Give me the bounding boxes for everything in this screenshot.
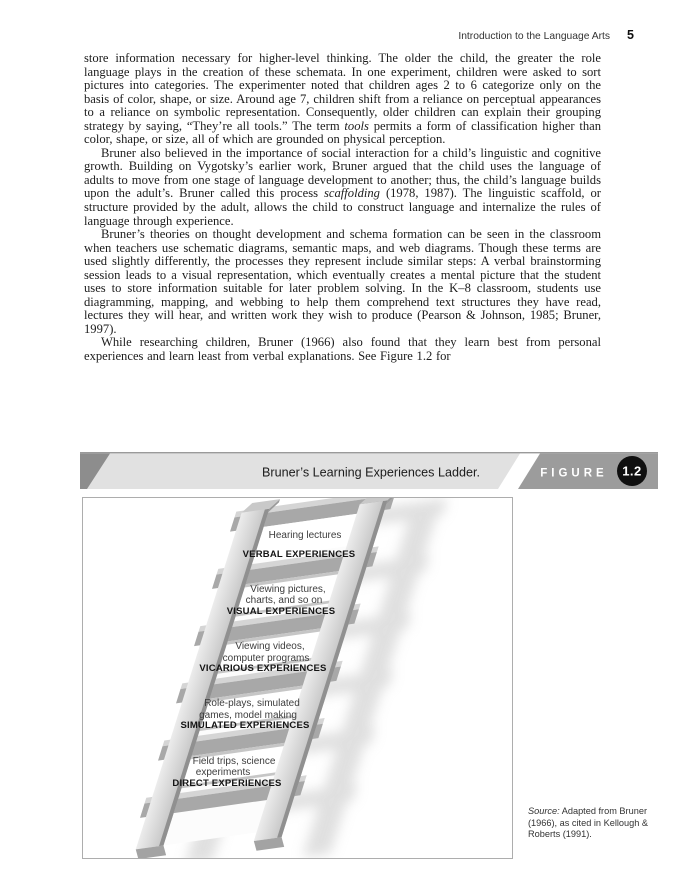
body-segment: store information necessary for higher-level thinking. The older the child, the greater the role language plays in the creation of these schemata. In one experiment, children were asked to sort pictures into categories. The experimenter noted that children ages 2 to 6 categorize only on the basis of color, shape, or size. Around age 7, children shift from a reliance on perceptual appearances to a reliance on symbolic representation. Consequently, older children can explain their grouping strategy by saying, “They’re all tools.” The term (84, 51, 601, 133)
step-desc-line: Viewing videos, (235, 641, 305, 652)
step-desc-line: charts, and so on (245, 595, 323, 606)
figure-title-bar (80, 452, 658, 489)
body-text (84, 52, 601, 364)
step-label: SIMULATED EXPERIENCES (180, 720, 310, 731)
figure-source (528, 806, 656, 841)
step-label: VICARIOUS EXPERIENCES (199, 663, 327, 674)
step-label: VISUAL EXPERIENCES (226, 606, 336, 617)
ladder-diagram (83, 498, 512, 858)
figure-bar-topline (80, 452, 658, 453)
figure-title: Bruner’s Learning Experiences Ladder. (262, 465, 480, 480)
paragraph-1 (84, 52, 601, 147)
paragraph-3: Bruner’s theories on thought development and schema formation can be seen in the classroom when teachers use schematic diagrams, semantic maps, and web diagrams. Though these terms are used slightly differently, the processes they represent include similar steps: A verbal brainstorming session leads to a visual representation, which eventually creates a mental picture that the student uses to store information suitable for later problem solving. In the K–8 classroom, students use diagramming, mapping, and webbing to help them comprehend text structures they have read, lectures they will hear, and written work they wish to produce (Pearson & Johnson, 1985; Bruner, 1997). (84, 227, 601, 336)
step-desc-line: games, model making (199, 710, 297, 721)
paragraph-4: While researching children, Bruner (1966) also found that they learn best from personal experiences and learn least from verbal explanations. See Figure 1.2 for (84, 335, 601, 364)
step-desc-line: Hearing lectures (268, 530, 342, 541)
source-label: Source: (528, 806, 560, 816)
italic-term: scaffolding (324, 186, 380, 201)
step-desc-line: computer programs (222, 653, 310, 664)
body-segment: Bruner also believed in the importance of social interaction for a child’s linguistic and cognitive growth. Building on Vygotsky’s earlier work, Bruner argued that the child uses the language of adults to move from one stage of language development to another; thus, the child’s language builds upon the adult’s. Bruner called this process (84, 145, 601, 201)
running-header (84, 28, 634, 42)
italic-term: tools (344, 118, 369, 133)
source-text: Adapted from Bruner (1966), as cited in Kellough & Roberts (1991). (528, 806, 649, 840)
body-segment: (1978, 1987). The linguistic scaffold, or structure provided by the adult, allows the child to construct language and internalize the rules of language through experience. (84, 186, 601, 228)
paragraph-2 (84, 147, 601, 228)
step-label: VERBAL EXPERIENCES (242, 549, 356, 560)
figure-number: 1.2 (622, 463, 642, 479)
body-segment: permits a form of classification higher than color, shape, or size, all of which are grounded on physical perception. (84, 118, 602, 147)
step-desc-line: Field trips, science (192, 756, 276, 767)
step-desc-line: Role-plays, simulated (204, 698, 300, 709)
step-label: DIRECT EXPERIENCES (172, 778, 282, 789)
step-desc-line: Viewing pictures, (250, 584, 326, 595)
page-number: 5 (627, 28, 634, 42)
running-title: Introduction to the Language Arts (458, 31, 611, 42)
figure-label: FIGURE (540, 467, 608, 480)
step-desc-line: experiments (195, 767, 251, 778)
figure-box (82, 497, 513, 859)
